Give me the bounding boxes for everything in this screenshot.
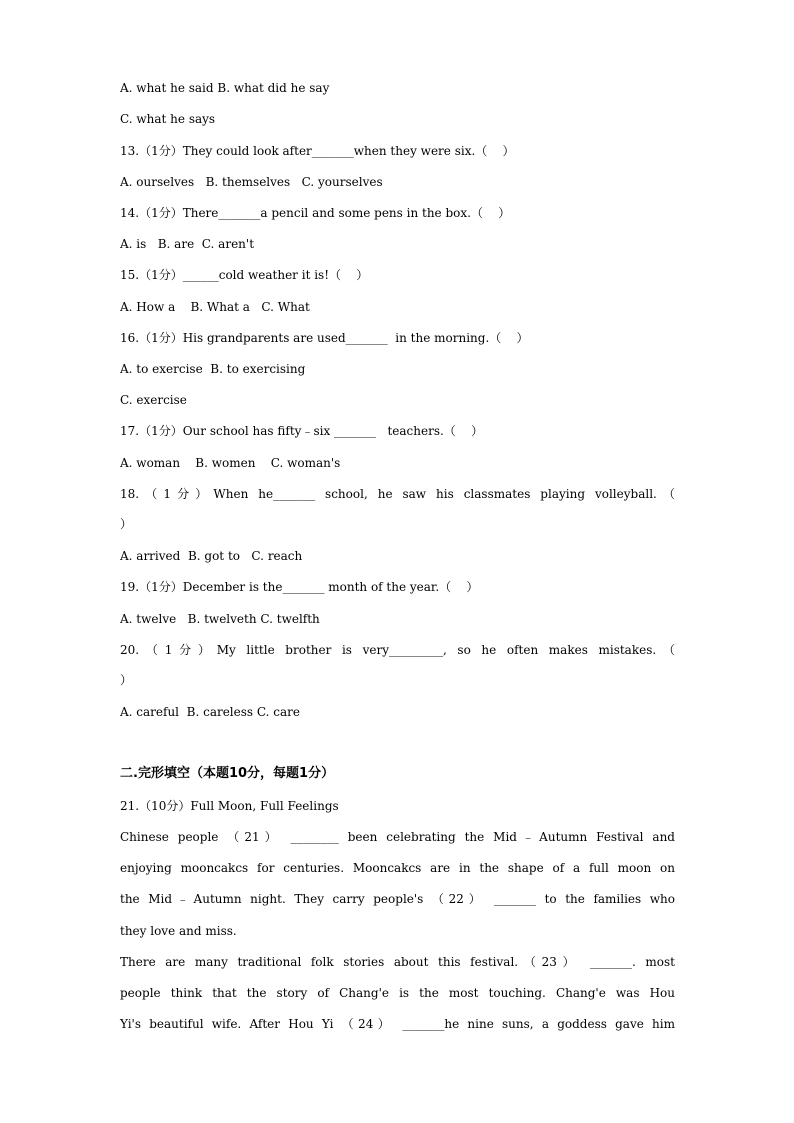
section-heading: 二.完形填空（本题10分，每题1分）: [120, 766, 335, 781]
q20-question-close: ）: [120, 673, 133, 687]
q17-options: A. woman B. women C. woman's: [120, 456, 341, 470]
q16-question: 16.（1分）His grandparents are used_______ in the morning.（ ）: [120, 331, 529, 345]
q16-options-ab: A. to exercise B. to exercising: [120, 362, 306, 376]
q14-options: A. is B. are C. aren't: [120, 237, 255, 251]
q17-question: 17.（1分）Our school has fifty﹣six _______ teachers.（ ）: [120, 424, 484, 438]
q12-options-ab: A. what he said B. what did he say: [120, 81, 330, 95]
q20-question: 20.（1分）My little brother is very_________, so he often makes mistakes.（: [120, 643, 675, 657]
q16-option-c: C. exercise: [120, 393, 187, 407]
q14-question: 14.（1分）There_______a pencil and some pens in the box.（ ）: [120, 206, 511, 220]
passage-line: Yi's beautiful wife. After Hou Yi （24） _______he nine suns, a goddess gave him: [120, 1017, 675, 1031]
q18-question: 18.（1分）When he_______ school, he saw his classmates playing volleyball.（: [120, 487, 675, 501]
q18-options: A. arrived B. got to C. reach: [120, 549, 303, 563]
q18-question-close: ）: [120, 517, 133, 531]
passage-line: the Mid﹣Autumn night. They carry people's （22） _______ to the families who: [120, 892, 675, 906]
q15-question: 15.（1分）______cold weather it is!（ ）: [120, 268, 369, 282]
passage-line: enjoying mooncakcs for centuries. Mooncakcs are in the shape of a full moon on: [120, 861, 675, 875]
q13-options: A. ourselves B. themselves C. yourselves: [120, 175, 383, 189]
passage-line: There are many traditional folk stories about this festival.（23） _______. most: [120, 955, 675, 969]
q15-options: A. How a B. What a C. What: [120, 300, 310, 314]
passage-line: Chinese people （21） ________ been celebrating the Mid﹣Autumn Festival and: [120, 830, 675, 844]
q21-title: 21.（10分）Full Moon, Full Feelings: [120, 799, 339, 813]
q19-question: 19.（1分）December is the_______ month of the year.（ ）: [120, 580, 479, 594]
passage-line: people think that the story of Chang'e is the most touching. Chang'e was Hou: [120, 986, 675, 1000]
q12-option-c: C. what he says: [120, 112, 216, 126]
q19-options: A. twelve B. twelveth C. twelfth: [120, 612, 320, 626]
passage-line: they love and miss.: [120, 924, 237, 938]
q20-options: A. careful B. careless C. care: [120, 705, 300, 719]
q13-question: 13.（1分）They could look after_______when they were six.（ ）: [120, 144, 515, 158]
